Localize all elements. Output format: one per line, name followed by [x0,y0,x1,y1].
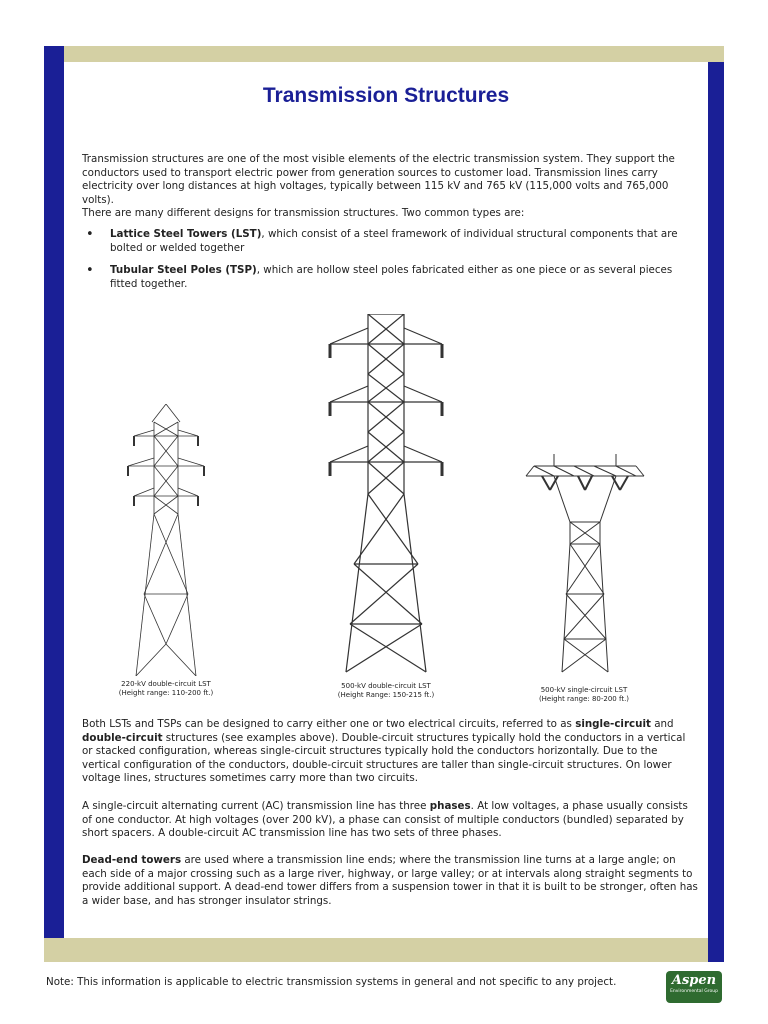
caption-height-range: (Height range: 80-200 ft.) [538,695,630,703]
page-title: Transmission Structures [262,84,510,107]
term-dead-end-towers: Dead-end towers [82,854,182,866]
caption-title: 220-kV double-circuit LST [121,680,211,688]
bullet-term: Tubular Steel Poles (TSP) [110,264,257,277]
tower-220kv-double-circuit-illustration [126,404,206,676]
left-decorative-bar [44,46,64,944]
page-content [64,62,708,938]
right-decorative-bar [708,62,724,962]
caption-height-range: (Height range: 110-200 ft.) [118,689,214,697]
bullet-term: Lattice Steel Towers (LST) [110,228,262,240]
tower-500kv-single-circuit-illustration [524,454,646,674]
paragraph-text: are used where a transmission line ends; where the transmission line turns at a large angle; on each side of a major crossing such as a large river, highway, or large valley; or at intervals along straight segments to provide additional support. A dead-end tower differs from a suspension tower in that it is built to be stronger, often has a wider base, and has stronger insulator strings. [82,854,698,907]
list-item [82,228,698,255]
logo-name: Aspen [671,973,717,988]
figure-caption [322,682,450,700]
term-single-circuit: single-circuit [575,718,651,730]
term-double-circuit: double-circuit [82,731,163,744]
tower-500kv-double-circuit-illustration [326,314,446,674]
paragraph-text: structures (see examples above). Double-circuit structures typically hold the conductors in a vertical or stacked configuration, whereas single-circuit structures typically hold the conductors horizontally. Due to the vertical configuration of the conductors, double-circuit structures are taller than single-circuit structures. On lower voltage lines, structures sometimes carry more than two circuits. [82,731,686,785]
figure-caption [104,680,228,698]
paragraph-text: Both LSTs and TSPs can be designed to carry either one or two electrical circuits, referred to as [82,718,576,730]
paragraph-text: A single-circuit alternating current (AC) transmission line has three [82,800,430,812]
bullet-text: , which consist of a steel framework of individual structural components that are bolted or welded together [110,228,678,254]
paragraph-text: and [650,718,674,730]
paragraph-text: . At low voltages, a phase usually consists of one conductor. At high voltages (over 200 kV), a phase can consist of multiple conductors (bundled) separated by short spacers. A double-circuit AC transmission line has two sets of three phases. [82,800,688,840]
term-phases: phases [429,800,471,812]
dead-end-paragraph [82,854,698,908]
caption-height-range: (Height Range: 150-215 ft.) [337,691,435,699]
caption-title: 500-kV double-circuit LST [341,682,431,690]
top-decorative-band [44,46,724,62]
bullet-text: , which are hollow steel poles fabricated either as one piece or as several pieces fitted together. [110,264,673,290]
intro-paragraph: Transmission structures are one of the most visible elements of the electric transmission system. They support the conductors used to transport electric power from generation sources to customer load. Transmission lines carry electricity over long distances at high voltages, typically between 115 kV and 765 kV (115,000 volts and 765,000 volts). [82,153,675,206]
figure-caption [520,686,648,704]
aspen-logo [666,971,722,1003]
structure-types-list [82,228,698,300]
types-intro-paragraph: There are many different designs for transmission structures. Two common types are: [82,207,525,219]
footer-note: Note: This information is applicable to electric transmission systems in general and not specific to any project. [46,976,617,988]
caption-title: 500-kV single-circuit LST [540,686,628,694]
circuits-paragraph [82,718,698,786]
bottom-decorative-band [44,938,708,962]
phases-paragraph [82,800,698,841]
list-item [82,264,698,291]
logo-subtitle: Environmental Group [670,989,718,994]
